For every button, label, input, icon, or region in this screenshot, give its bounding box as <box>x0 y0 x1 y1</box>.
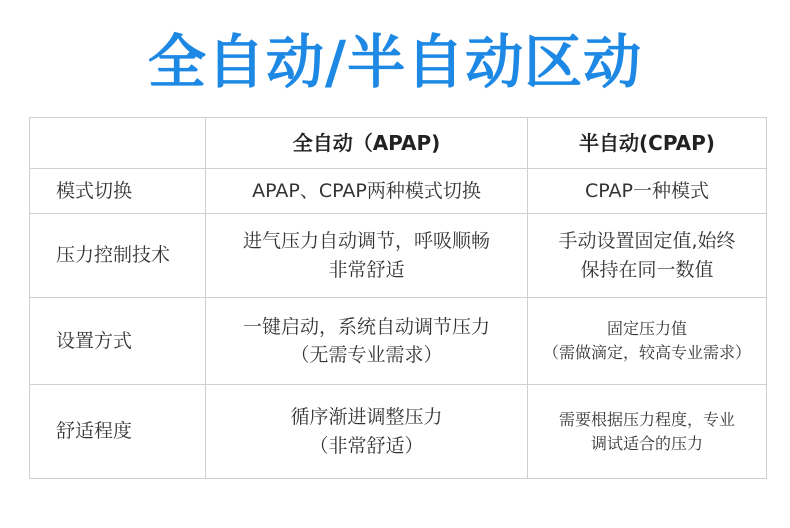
header-full-auto: 全自动（APAP) <box>206 118 528 169</box>
row-label: 舒适程度 <box>30 385 206 479</box>
row-label: 压力控制技术 <box>30 214 206 298</box>
cell-line: 调试适合的压力 <box>590 433 703 453</box>
row-label: 设置方式 <box>30 298 206 385</box>
full-auto-cell <box>206 298 528 385</box>
cell-line: （非常舒适） <box>309 434 424 457</box>
row-label: 模式切换 <box>30 169 206 214</box>
cell-line: 进气压力自动调节，呼吸顺畅 <box>242 230 490 252</box>
page-title: 全自动/半自动区动 <box>147 28 643 96</box>
semi-auto-cell <box>528 169 767 214</box>
table-header-row <box>30 118 767 169</box>
full-auto-cell <box>206 214 528 298</box>
cell-line: 需要根据压力程度，专业 <box>558 409 735 429</box>
cell-line: 保持在同一数值 <box>580 258 714 281</box>
header-empty-cell <box>30 118 206 169</box>
semi-auto-cell <box>528 214 767 298</box>
cell-line: 非常舒适 <box>328 258 405 281</box>
cell-line: 一键启动，系统自动调节压力 <box>242 315 490 338</box>
comparison-table <box>29 117 767 479</box>
cell-line: （无需专业需求） <box>290 344 443 366</box>
cell-line: 循序渐进调整压力 <box>290 406 443 428</box>
cell-line: CPAP一种模式 <box>585 179 709 202</box>
semi-auto-cell <box>528 385 767 479</box>
full-auto-cell <box>206 385 528 479</box>
table-row <box>30 385 767 479</box>
semi-auto-cell <box>528 298 767 385</box>
table-row <box>30 169 767 214</box>
table-row <box>30 214 767 298</box>
cell-line: APAP、CPAP两种模式切换 <box>252 179 481 202</box>
header-semi-auto: 半自动(CPAP) <box>528 118 767 169</box>
cell-line: 固定压力值 <box>606 319 687 338</box>
full-auto-cell <box>206 169 528 214</box>
table-row <box>30 298 767 385</box>
cell-line: （需做滴定，较高专业需求） <box>542 343 751 362</box>
cell-line: 手动设置固定值,始终 <box>558 230 736 252</box>
